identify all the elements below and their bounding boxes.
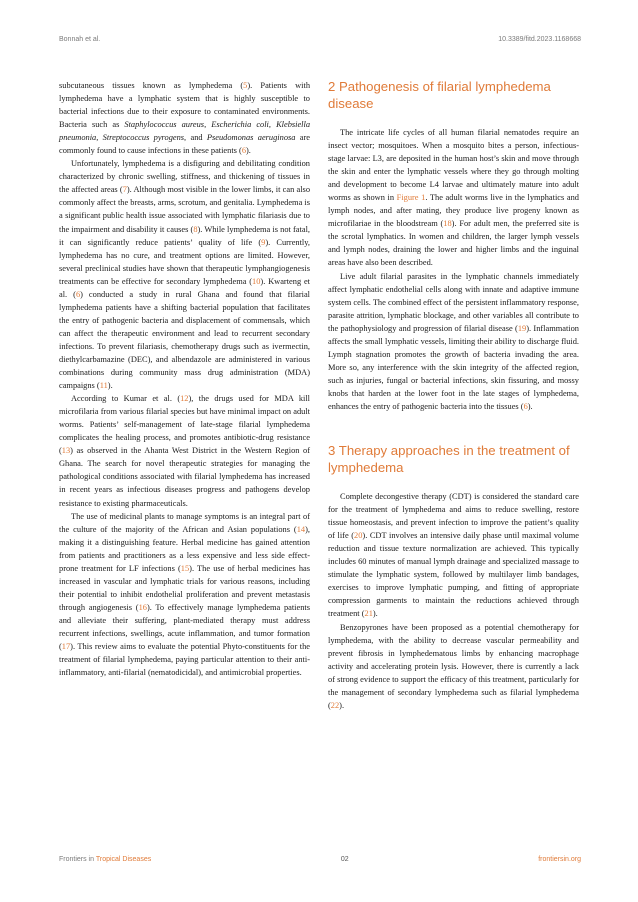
paragraph [59, 157, 310, 392]
right-column [328, 79, 579, 712]
paragraph [328, 490, 579, 620]
citation-link[interactable]: 6 [75, 289, 81, 299]
text-run: Unfortunately, lymphedema is a disfiguring and debilitating condition characterized by chronic swelling, stiffness, and thickening of tissues in the affected areas ( [59, 159, 310, 195]
citation-link[interactable]: 15 [180, 563, 190, 573]
text-run: ), making it a distinguishing feature. Herbal medicine has gained attention from patients and practitioners as a less expensive and less side effect-prone treatment for LF infections ( [59, 524, 310, 573]
citation-link[interactable]: 18 [443, 219, 452, 229]
paragraph [328, 126, 579, 270]
section-heading-pathogenesis: 2 Pathogenesis of filarial lymphedema disease [328, 79, 551, 111]
text-run: , [96, 133, 103, 143]
text-run: According to Kumar et al. ( [71, 394, 181, 404]
citation-link[interactable]: 9 [261, 237, 266, 247]
text-run: ). Although most visible in the lower limbs, it can also commonly affect the breasts, arms, scrotum, and genitalia. Lymphedema is a significant public health issue associated with lymphatic filariasis due to the impairment and disability it causes ( [59, 185, 311, 234]
page-footer [59, 856, 581, 863]
text-run: ). Kwarteng et al. ( [59, 276, 310, 299]
text-run: , and [184, 133, 207, 143]
footer-site-link[interactable]: frontiersin.org [538, 856, 581, 863]
species-name: Streptococcus pyrogens [102, 133, 185, 143]
text-run: ). To effectively manage lymphedema patients and alleviate their suffering, plant-mediated therapy must address recurrent infections, swellings, acute inflammation, and tumor formation ( [59, 602, 311, 652]
text-run: ). The use of herbal medicines has increased in vascular and lymphatic trials for various reasons, including their potential to inhibit endothelial proliferation and prevent metastasis through angiogenesis ( [59, 563, 311, 612]
citation-link[interactable]: Figure 1 [396, 193, 426, 203]
text-run: ). [372, 609, 378, 619]
citation-link[interactable]: 22 [330, 700, 340, 710]
text-run: ). [527, 401, 533, 411]
citation-link[interactable]: 11 [99, 381, 108, 391]
citation-link[interactable]: 17 [61, 642, 71, 652]
citation-link[interactable]: 14 [296, 524, 306, 534]
text-run: ). For adult men, the preferred site is the scrotal lymphatics. In women and children, the larger lymph vessels and lymph nodes, draining the lower and higher limbs and the inguinal areas have also been described. [328, 219, 580, 268]
species-name: Escherichia coli [211, 120, 269, 130]
footer-journal-name: Tropical Diseases [95, 856, 152, 863]
text-run: ) conducted a study in rural Ghana and found that filarial lymphedema patients have a shifting bacterial population that facilitates the entry of pathogenic bacteria and displacement of commensals, which can affect the therapeutic environment and lead to recurrent secondary infections. To prevent filariasis, chemotherapy drugs such as ivermectin, diethylcarbamazine (DEC), and albendazole are administered in various combinations during community mass drug administration (MDA) campaigns ( [59, 289, 310, 391]
text-run: The use of medicinal plants to manage symptoms is an integral part of the culture of the majority of the African and Asian populations ( [59, 511, 310, 534]
text-run: ). This review aims to evaluate the potential Phyto-constituents for the treatment of filarial lymphedema, paying particular attention to their anti-inflammatory, anti-filarial (nematodicidal), and antimicrobial properties. [59, 642, 310, 678]
text-run: , [268, 120, 277, 130]
paragraph [59, 79, 310, 157]
paragraph [328, 621, 579, 712]
citation-link[interactable]: 7 [122, 185, 127, 195]
text-run: ). [107, 381, 113, 391]
citation-link[interactable]: 12 [180, 394, 189, 404]
text-run: . The adult worms live in the lymphatics and lymph nodes, and after mating, they produce live progeny known as microfilariae in the bloodstream ( [328, 193, 579, 229]
text-run: Benzopyrones have been proposed as a potential chemotherapy for lymphedema, with the ability to decrease vascular permeability and prevent fibrosis in lymphedematous limbs by enhancing macrophage activity and accelerating protein lysis. However, there is currently a lack of strong evidence to support the efficacy of this treatment, particularly for the management of secondary lymphedema such as filarial lymphedema ( [328, 622, 579, 710]
text-run: The intricate life cycles of all human filarial nematodes require an insect vector; mosquitoes. When a mosquito bites a person, infectious-stage larvae: L3, are deposited in the human host’s skin and move through the skin and enter the lymphatic vessels where they go through molting and development to become L4 larvae and ultimately mature into adult worms as shown in [328, 128, 579, 203]
text-run: ). Currently, lymphedema has no cure, and treatment options are limited. However, several preclinical studies have shown that therapeutic lymphangiogenesis treatments can be effective for secondary lymphedema ( [59, 237, 310, 286]
text-run: Complete decongestive therapy (CDT) is considered the standard care for the treatment of lymphedema and aims to reduce swelling, restore tissue homeostasis, and prevent infection to improve the patient’s quality of life ( [328, 492, 579, 541]
citation-link[interactable]: 13 [61, 446, 71, 456]
text-run: ). [246, 146, 251, 156]
paragraph [59, 510, 310, 680]
page-header [59, 36, 581, 43]
species-name: Staphylococcus aureus [124, 120, 205, 130]
text-run: ). CDT involves an intensive daily phase until maximal volume reduction and tissue texture normalization are achieved. This typically includes 60 minutes of manual lymph drainage and specialized massage to stimulate the lymphatic system, followed by multilayer limb bandages, exercises to improve lymphatic pumping, and fitting of appropriate compression garments to maintain the reductions achieved through treatment ( [328, 531, 579, 619]
citation-link[interactable]: 20 [354, 531, 363, 541]
citation-link[interactable]: 6 [523, 401, 528, 411]
text-run: ). Patients with lymphedema have a lymphatic system that is highly susceptible to bacterial infections due to their exposure to contaminated environments. Bacteria such as [59, 81, 311, 130]
citation-link[interactable]: 21 [364, 609, 373, 619]
section-heading-therapy: 3 Therapy approaches in the treatment of lymphedema [328, 443, 570, 475]
header-authors: Bonnah et al. [59, 36, 101, 43]
header-doi[interactable]: 10.3389/fitd.2023.1168668 [498, 36, 581, 43]
text-run: subcutaneous tissues known as lymphedema ( [59, 81, 244, 90]
paragraph [59, 392, 310, 509]
text-run: ). While lymphedema is not fatal, it can significantly reduce patients’ quality of life ( [59, 224, 310, 247]
species-name: Pseudomonas aeruginosa [206, 133, 296, 143]
citation-link[interactable]: 10 [252, 276, 261, 286]
text-run: Live adult filarial parasites in the lymphatic channels immediately affect lymphatic endothelial cells along with innate and adaptive immune system cells. The combined effect of the persistent inflammatory response, parasite attrition, lymphatic blockage, and other variables all contribute to the pathophysiology and progression of filarial disease ( [328, 271, 579, 333]
text-run: ), the drugs used for MDA kill microfilaria from various filarial species but have minimal impact on adult worms. Patients’ self-management of late-stage filarial lymphedema complicates the healing process, and promotes antibiotic-drug resistance ( [59, 394, 310, 456]
citation-link[interactable]: 6 [241, 146, 246, 156]
citation-link[interactable]: 5 [243, 81, 248, 90]
page-number: 02 [340, 856, 349, 863]
text-run: , [204, 120, 212, 130]
paragraph [328, 270, 579, 414]
citation-link[interactable]: 16 [138, 602, 147, 612]
footer-journal-prefix: Frontiers in [59, 856, 96, 863]
footer-journal[interactable] [59, 856, 151, 863]
citation-link[interactable]: 19 [517, 323, 527, 333]
text-run: ). [339, 700, 345, 710]
text-run: ). Inflammation affects the small lymphatic vessels, limiting their ability to discharge fluid. Lymph stagnation promotes the growth of bacteria invading the area. More so, any interference with the skin integrity of the affected region, such as injuries, fungal or bacterial infections, skin fissuring, and mossy knobs that harden at the lower foot in the late stages of lymphedema, enhances the entry of pathogenic bacteria into the tissues ( [328, 323, 579, 411]
species-name: Klebsiella pneumonia [59, 120, 311, 143]
text-run: ) as observed in the Ahanta West District in the Western Region of Ghana. The search for novel therapeutic strategies for managing the pathological conditions associated with filarial lymphedema has increased in recent years as infectious diseases progress and pathogens develop resistance to existing pharmaceuticals. [59, 446, 310, 508]
citation-link[interactable]: 8 [193, 224, 198, 234]
left-column [59, 79, 310, 679]
text-run: are commonly found to cause infections in these patients ( [59, 133, 311, 156]
